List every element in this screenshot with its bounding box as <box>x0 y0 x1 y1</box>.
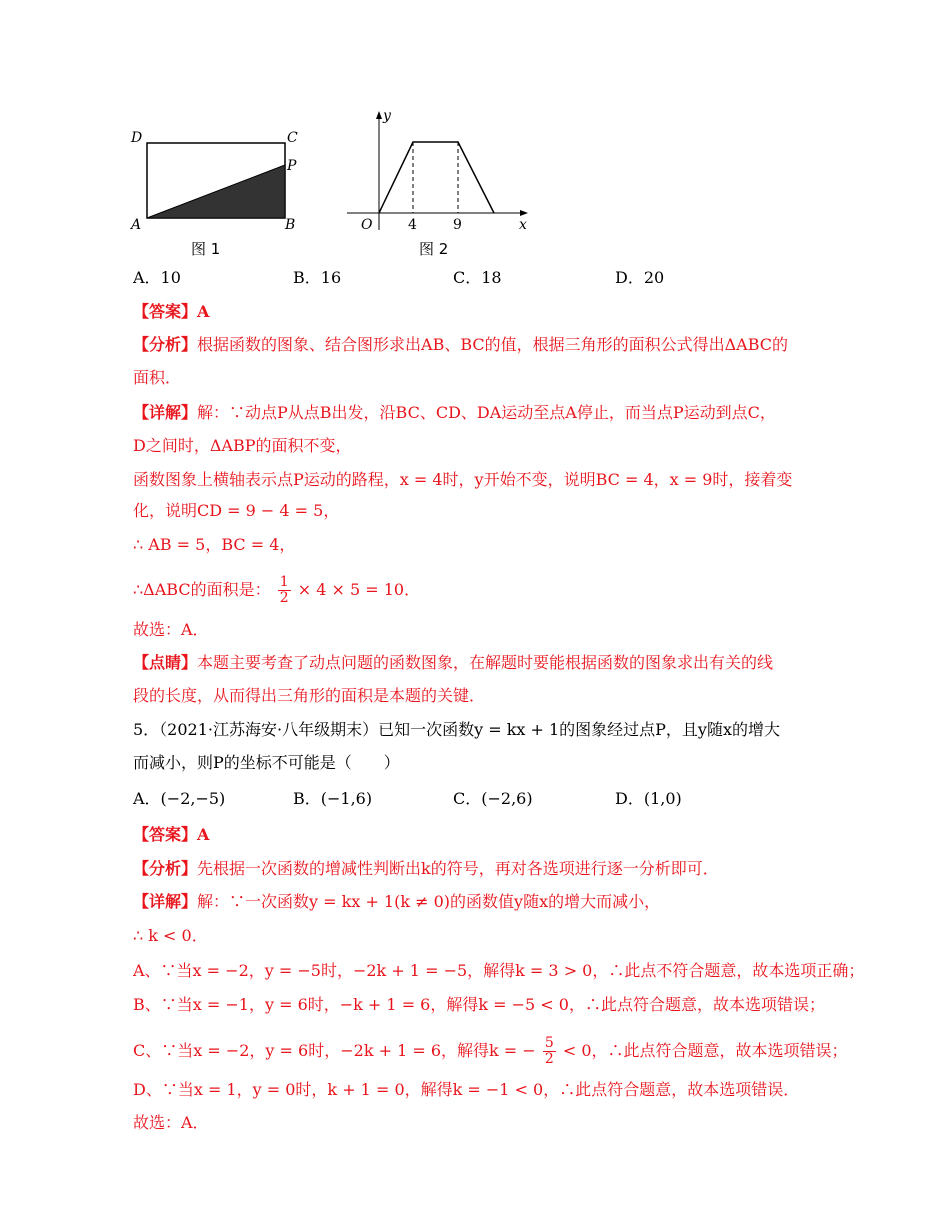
origin-label: O <box>361 217 373 233</box>
q4-comment-1-text: 本题主要考查了动点问题的函数图象，在解题时要能根据函数的图象求出有关的线 <box>197 653 774 672</box>
q5-analysis <box>133 859 833 879</box>
q4-fraction-half <box>278 575 291 606</box>
q5-detail-d: D、∵当x = 1，y = 0时，k + 1 = 0，解得k = −1 < 0，∴此点符合题意，故本选项错误． <box>133 1080 800 1099</box>
q5-detail-2: ∴ k < 0． <box>133 926 208 945</box>
y-axis-arrow-icon <box>376 111 382 119</box>
vertex-b: B <box>285 217 296 233</box>
q5-frac-den: 2 <box>544 1051 554 1067</box>
q5-analysis-text: 先根据一次函数的增减性判断出k的符号，再对各选项进行逐一分析即可． <box>197 859 719 878</box>
q4-detail-4: 化，说明CD = 9 − 4 = 5， <box>133 501 340 520</box>
q5-stem-2: 而减小，则P的坐标不可能是（ ） <box>133 753 400 772</box>
axis-x-label: x <box>519 217 527 233</box>
q5-detail-a: A、∵当x = −2，y = −5时，−2k + 1 = −5，解得k = 3 > 0，∴此点不符合题意，故本选项正确； <box>133 961 865 980</box>
q4-option-c: C．18 <box>453 268 502 287</box>
x-axis-arrow-icon <box>520 210 528 216</box>
q4-frac-num: 1 <box>279 574 289 590</box>
q4-detail-2: D之间时，ΔABP的面积不变， <box>133 436 352 455</box>
q5-frac-num: 5 <box>544 1035 554 1051</box>
tick-label-9: 9 <box>453 217 462 233</box>
q5-detail-c-a: C、∵当x = −2，y = 6时，−2k + 1 = 6，解得k = − <box>133 1041 536 1060</box>
q4-answer: 【答案】A <box>133 302 210 321</box>
function-polyline <box>379 142 494 213</box>
figures-area <box>125 105 545 260</box>
q4-analysis <box>133 335 833 355</box>
q5-choose: 故选：A． <box>133 1113 209 1132</box>
q5-fraction-five-halves <box>543 1036 556 1067</box>
q5-detail-1-text: 解：∵一次函数y = kx + 1(k ≠ 0)的函数值y随x的增大而减小， <box>197 892 661 911</box>
q5-analysis-tag: 【分析】 <box>133 859 198 878</box>
q4-option-d: D．20 <box>615 268 665 287</box>
q5-detail-1 <box>133 892 833 912</box>
q4-detail-tag: 【详解】 <box>133 403 198 422</box>
q4-detail-5: ∴ AB = 5，BC = 4， <box>133 535 296 554</box>
q5-option-b: B．(−1,6) <box>293 789 373 808</box>
q4-detail-6 <box>133 575 833 606</box>
vertex-c: C <box>287 130 298 146</box>
q4-detail-3: 函数图象上横轴表示点P运动的路程，x = 4时，y开始不变，说明BC = 4，x = 9时，接着变 <box>133 470 793 489</box>
q5-answer: 【答案】A <box>133 825 210 844</box>
figure-2-caption: 图 2 <box>419 240 449 258</box>
q4-detail-6b: × 4 × 5 = 10． <box>297 580 421 599</box>
q5-option-d: D．(1,0) <box>615 789 682 808</box>
vertex-d: D <box>131 130 143 146</box>
q5-detail-b: B、∵当x = −1，y = 6时，−k + 1 = 6，解得k = −5 < 0，∴此点符合题意，故本选项错误； <box>133 995 825 1014</box>
q4-comment-tag: 【点睛】 <box>133 653 198 672</box>
vertex-p: P <box>287 158 297 174</box>
q4-comment-2: 段的长度，从而得出三角形的面积是本题的关键． <box>133 686 486 705</box>
figure-1-caption: 图 1 <box>191 240 221 258</box>
figure-2-graph <box>347 108 528 258</box>
q5-detail-tag: 【详解】 <box>133 892 198 911</box>
vertex-a: A <box>131 217 142 233</box>
q5-detail-c-b: < 0，∴此点符合题意，故本选项错误； <box>562 1041 848 1060</box>
q5-option-c: C．(−2,6) <box>453 789 533 808</box>
q4-comment-1 <box>133 653 833 673</box>
q4-detail-6a: ∴ΔABC的面积是： <box>133 580 271 599</box>
q5-option-a: A．(−2,−5) <box>133 789 226 808</box>
q4-detail-1-text: 解：∵动点P从点B出发，沿BC、CD、DA运动至点A停止，而当点P运动到点C， <box>197 403 776 422</box>
axis-y-label: y <box>383 108 391 124</box>
figure-1-rectangle <box>125 105 545 260</box>
q4-detail-1 <box>133 403 833 423</box>
shaded-triangle-abp <box>147 165 285 218</box>
q5-stem-1: 5．（2021·江苏海安·八年级期末）已知一次函数y = kx + 1的图象经过点P，且y随x的增大 <box>133 720 780 739</box>
q4-option-a: A．10 <box>133 268 181 287</box>
q4-option-b: B．16 <box>293 268 342 287</box>
q5-detail-c <box>133 1035 848 1067</box>
q4-analysis-text: 根据函数的图象、结合图形求出AB、BC的值，根据三角形的面积公式得出ΔABC的 <box>197 335 789 354</box>
q4-analysis-cont: 面积． <box>133 368 182 387</box>
q4-analysis-tag: 【分析】 <box>133 335 198 354</box>
q4-choose: 故选：A． <box>133 620 209 639</box>
tick-label-4: 4 <box>408 217 417 233</box>
q4-frac-den: 2 <box>279 590 289 606</box>
